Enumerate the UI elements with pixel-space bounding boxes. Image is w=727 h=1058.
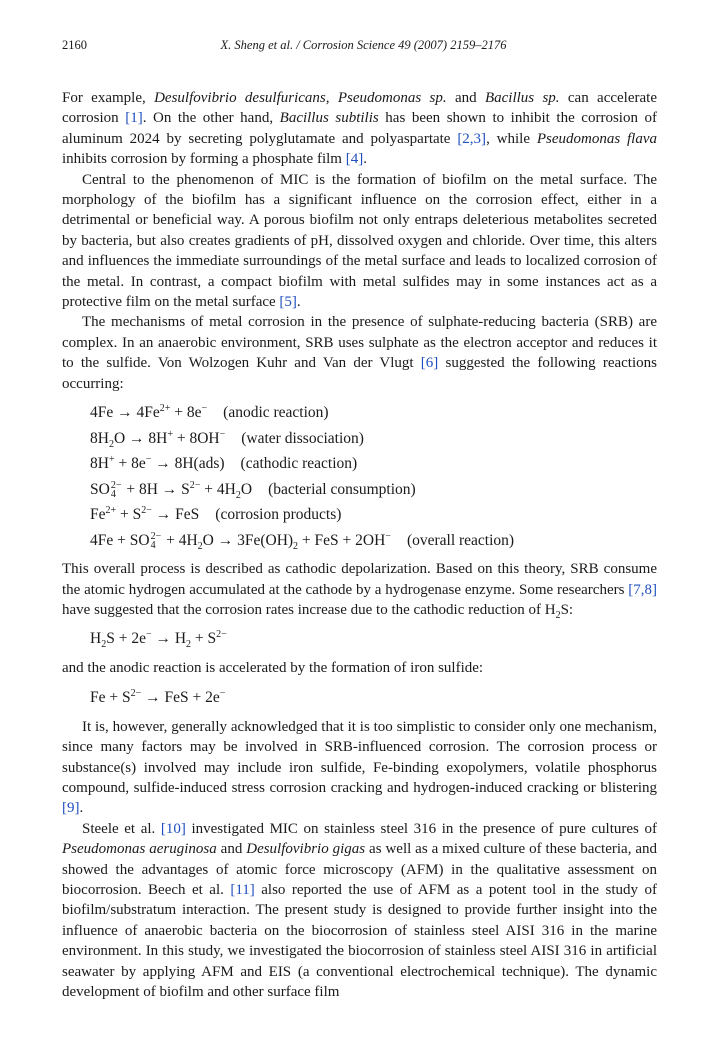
text-run: can accelerate corrosion [62, 90, 657, 127]
subscript: 2 [555, 609, 561, 621]
text-run: This overall process is described as cathodic depolarization. Based on this theory, SRB consume the atomic hydrogen accumulated at the cathode by a hydrogenase enzyme. Some researchers [62, 561, 657, 598]
text-run: . [363, 151, 367, 168]
species-name: Bacillus sp. [484, 90, 560, 106]
text-run: Steele et al. [82, 820, 161, 837]
paragraph-7 [62, 819, 657, 1003]
citation-link[interactable]: [11] [230, 881, 255, 898]
reaction-list [90, 400, 657, 553]
text-run: and [446, 90, 485, 106]
citation-link[interactable]: [7,8] [628, 581, 657, 598]
species-name: Desulfovibrio desulfuricans, Pseudomonas sp. [154, 90, 447, 106]
reaction-note: (corrosion products) [215, 506, 342, 524]
reaction-corrosion-products: $Fe^{2+} + S^{2-}$ → FeS (corrosion products) [90, 504, 342, 524]
text-run: inhibits corrosion by forming a phosphate film [62, 151, 346, 168]
text-run: suggested the following reactions occurring: [62, 355, 657, 392]
equation-iron-sulfide: $Fe + S^{2-}$ → FeS + 2e− [90, 687, 226, 706]
page-number: 2160 [62, 38, 87, 52]
citation-link[interactable]: [4] [345, 151, 364, 168]
species-name: Bacillus subtilis [279, 110, 379, 127]
text-run: Central to the phenomenon of MIC is the formation of biofilm on the metal surface. The morphology of the biofilm has a significant influence on the corrosion effect, either in a detrimental or beneficial way. A porous biofilm not only entraps deleterious metabolites secreted by bacteria, but also creates gradients of pH, dissolved oxygen and chloride. Over time, this alters and influences the immediate surroundings of the metal surface and leads to localized corrosion of the metal. In contrast, a compact biofilm with metal sulfides may in some instances act as a protective film on the metal surface [62, 171, 657, 311]
reaction-overall: 4Fe + SO 2− 4 + $4H_2O \to 3Fe(OH)_2$ + FeS + 2OH− (overall reaction) [90, 530, 515, 552]
text-run: S: [560, 601, 574, 618]
reaction-note: (water dissociation) [241, 429, 364, 447]
text-run: and [216, 841, 247, 858]
reaction-note: (bacterial consumption) [268, 480, 416, 498]
paragraph-5 [62, 658, 657, 678]
paragraph-2 [62, 170, 657, 313]
paragraph-6 [62, 717, 657, 819]
reaction-water-dissociation: $8H_2O \to 8H^+ + 8OH^-$ (water dissociation) [90, 428, 364, 450]
text-run: For example, [62, 90, 155, 106]
text-run: as well as a mixed culture of these bacteria, and showed the advantages of atomic force microscopy (AFM) in the qualitative assessment on biocorrosion. Beech et al. [62, 841, 658, 898]
text-run: investigated MIC on stainless steel 316 in the presence of pure cultures of [185, 820, 657, 837]
text-run: . On the other hand, [142, 110, 280, 127]
text-run: also reported the use of AFM as a potent tool in the study of biofilm/substratum interaction. The present study is designed to provide further insight into the influence of anaerobic bacteria on the biocorrosion of stainless steel AISI 316 in the marine environment. In this study, we investigated the biocorrosion of stainless steel AISI 316 in artificial seawater by applying AFM and EIS (a conventional electrochemical technique). The dynamic development of biofilm and other surface film [62, 881, 658, 1000]
citation-link[interactable]: [9] [62, 800, 80, 817]
text-run: , while [486, 130, 537, 147]
reaction-note: (cathodic reaction) [240, 455, 358, 473]
reaction-bacterial-consumption: SO 2− 4 + $8H \to S^{2-} + 4H_2O$ (bacterial consumption) [90, 479, 416, 501]
paragraph-3 [62, 312, 657, 394]
citation-link[interactable]: [6] [420, 355, 439, 372]
text-run: It is, however, generally acknowledged that it is too simplistic to consider only one mechanism, since many factors may be involved in SRB-influenced corrosion. The corrosion process or substance(s) involved may include iron sulfide, Fe-binding exopolymers, volatile phosphorus compound, sulfide-induced stress corrosion cracking and hydrogen-induced cracking or blistering [62, 718, 657, 796]
reaction-note: (anodic reaction) [223, 404, 329, 422]
equation-h2s-reduction: $H_2S + 2e^- \to H_2 + S^{2-}$ [90, 629, 227, 651]
text-run: . [296, 294, 301, 311]
text-run: has been shown to inhibit the corrosion of aluminum 2024 by secreting polyglutamate and polyaspartate [62, 110, 658, 147]
reaction-cathodic: 8H+ + 8e− → 8H(ads) (cathodic reaction) [90, 453, 358, 473]
page-header [62, 38, 665, 58]
citation-link[interactable]: [5] [279, 294, 297, 311]
species-name: Pseudomonas aeruginosa [62, 841, 217, 858]
text-run: . [79, 800, 84, 817]
species-name: Pseudomonas flava [536, 130, 657, 147]
reaction-anodic: $4Fe \to 4Fe^{2+} + 8e^-$ (anodic reaction) [90, 402, 329, 422]
paragraph-1 [62, 88, 657, 170]
citation-link[interactable]: [2,3] [457, 130, 487, 147]
citation-link[interactable]: [10] [160, 820, 186, 837]
citation-link[interactable]: [1] [125, 110, 143, 127]
text-run: have suggested that the corrosion rates increase due to the cathodic reduction of H [62, 601, 556, 618]
text-run: and the anodic reaction is accelerated by the formation of iron sulfide: [62, 660, 484, 677]
species-name: Desulfovibrio gigas [246, 841, 366, 858]
body-text [62, 88, 657, 1002]
text-run: The mechanisms of metal corrosion in the presence of sulphate-reducing bacteria (SRB) are complex. In an anaerobic environment, SRB uses sulphate as the electron acceptor and reduces it to the sulfide. Von Wolzogen Kuhr and Van der Vlugt [62, 314, 657, 372]
paragraph-4 [62, 559, 657, 620]
reaction-note: (overall reaction) [406, 531, 515, 549]
running-title: X. Sheng et al. / Corrosion Science 49 (2007) 2159–2176 [220, 38, 507, 52]
